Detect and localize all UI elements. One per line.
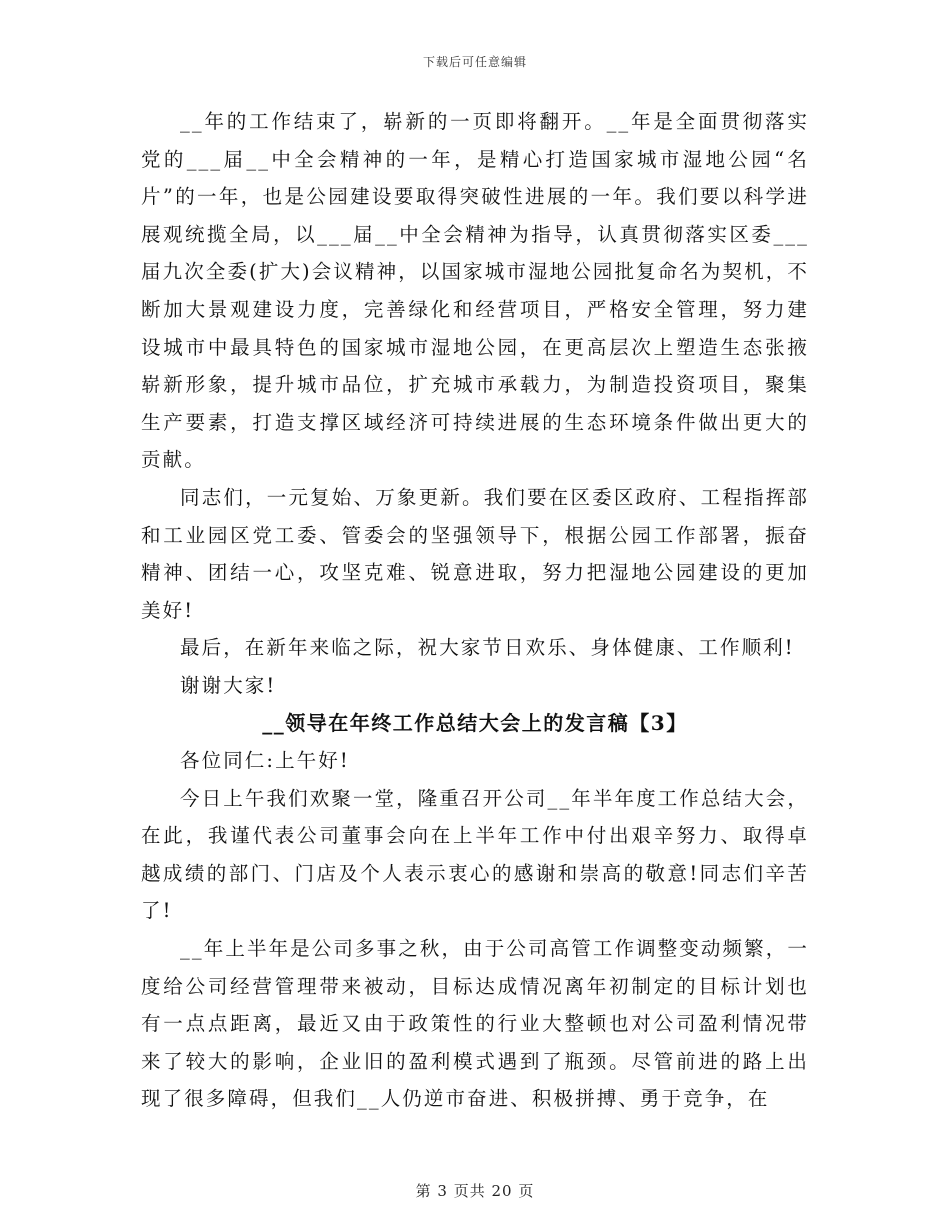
page-footer: 第 3 页共 20 页 [415,1182,535,1200]
body-paragraph: 最后，在新年来临之际，祝大家节日欢乐、身体健康、工作顺利! [180,636,795,660]
document-body [141,103,809,1118]
body-paragraph: 谢谢大家! [180,673,277,697]
section-title: __领导在年终工作总结大会上的发言稿【3】 [262,710,688,735]
body-paragraph: 同志们，一元复始、万象更新。我们要在区委区政府、工程指挥部和工业园区党工委、管委会的坚强领导下，根据公园工作部署，振奋精神、团结一心，攻坚克难、锐意进取，努力把湿地公园建设的更加美好! [141,485,809,622]
page-header: 下载后可任意编辑 [422,55,527,69]
section-paragraph: 各位同仁:上午好! [180,749,350,773]
section-paragraph: 今日上午我们欢聚一堂，隆重召开公司__年半年度工作总结大会，在此，我谨代表公司董事会向在上半年工作中付出艰辛努力、取得卓越成绩的部门、门店及个人表示衷心的感谢和崇高的敬意!同志们辛苦了! [141,786,809,923]
section-paragraph: __年上半年是公司多事之秋，由于公司高管工作调整变动频繁，一度给公司经营管理带来被动，目标达成情况离年初制定的目标计划也有一点点距离，最近又由于政策性的行业大整顿也对公司盈利情况带来了较大的影响，企业旧的盈利模式遇到了瓶颈。尽管前进的路上出现了很多障碍，但我们__人仍逆市奋进、积极拼搏、勇于竞争，在 [141,937,809,1111]
body-paragraph: __年的工作结束了，崭新的一页即将翻开。__年是全面贯彻落实党的___届__中全会精神的一年，是精心打造国家城市湿地公园“名片”的一年，也是公园建设要取得突破性进展的一年。我们要以科学进展观统揽全局，以___届__中全会精神为指导，认真贯彻落实区委___届九次全委(扩大)会议精神，以国家城市湿地公园批复命名为契机，不断加大景观建设力度，完善绿化和经营项目，严格安全管理，努力建设城市中最具特色的国家城市湿地公园，在更高层次上塑造生态张掖崭新形象，提升城市品位，扩充城市承载力，为制造投资项目，聚集生产要素，打造支撑区域经济可持续进展的生态环境条件做出更大的贡献。 [141,110,809,472]
